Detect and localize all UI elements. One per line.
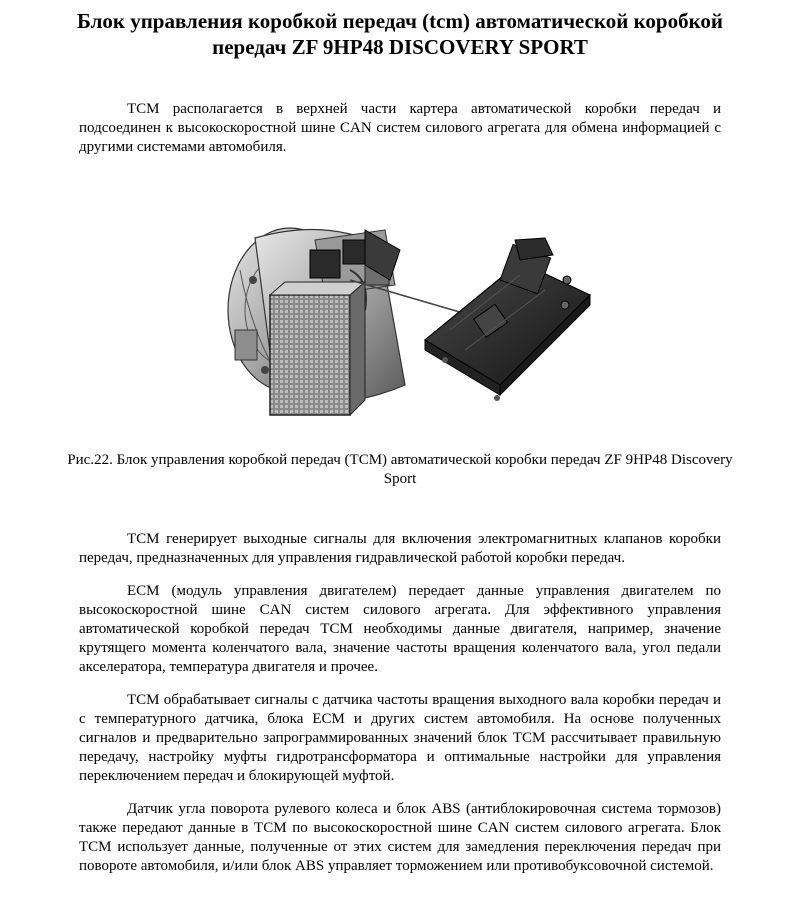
body-paragraph-3: TCM обрабатывает сигналы с датчика частоты вращения выходного вала коробки передач и с температурного датчика, блока ECM и других систем автомобиля. На основе полученных сигналов и предварительно запрограммированных значений блок TCM рассчитывает правильную передачу, настройку муфты гидротрансформатора и оптимальные настройки для управления переключением передач и блокирующей муфтой. (79, 692, 721, 784)
mounted-tcm (270, 282, 365, 415)
body-paragraph-1: TCM генерирует выходные сигналы для включения электромагнитных клапанов коробки передач, предназначенных для управления гидравлической работой коробки передач. (79, 531, 721, 566)
figure-transmission-tcm (215, 210, 595, 435)
figure-caption: Рис.22. Блок управления коробкой передач (TCM) автоматической коробки передач ZF 9HP48 Discovery Sport (67, 452, 733, 487)
transmission-and-tcm-illustration (215, 210, 595, 435)
page-title: Блок управления коробкой передач (tcm) автоматической коробкой передач ZF 9HP48 DISCOVERY SPORT (76, 9, 724, 59)
standalone-tcm-module (425, 238, 590, 401)
body-paragraph-4: Датчик угла поворота рулевого колеса и блок ABS (антиблокировочная система тормозов) также передают данные в TCM по высокоскоростной шине CAN систем силового агрегата. Блок TCM использует данные, полученные от этих систем для замедления переключения передач при повороте автомобиля, и/или блок ABS управляет торможением или противобуксовочной системой. (79, 801, 721, 874)
body-paragraph-2: ECM (модуль управления двигателем) передает данные управления двигателем по высокоскоростной шине CAN систем силового агрегата. Для эффективного управления автоматической коробкой передач TCM необходимы данные двигателя, например, значение крутящего момента коленчатого вала, значение частоты вращения коленчатого вала, угол педали акселератора, температура двигателя и прочее. (79, 583, 721, 675)
intro-paragraph: TCM располагается в верхней части картера автоматической коробки передач и подсоединен к высокоскоростной шине CAN систем силового агрегата для обмена информацией с другими системами автомобиля. (79, 101, 721, 155)
